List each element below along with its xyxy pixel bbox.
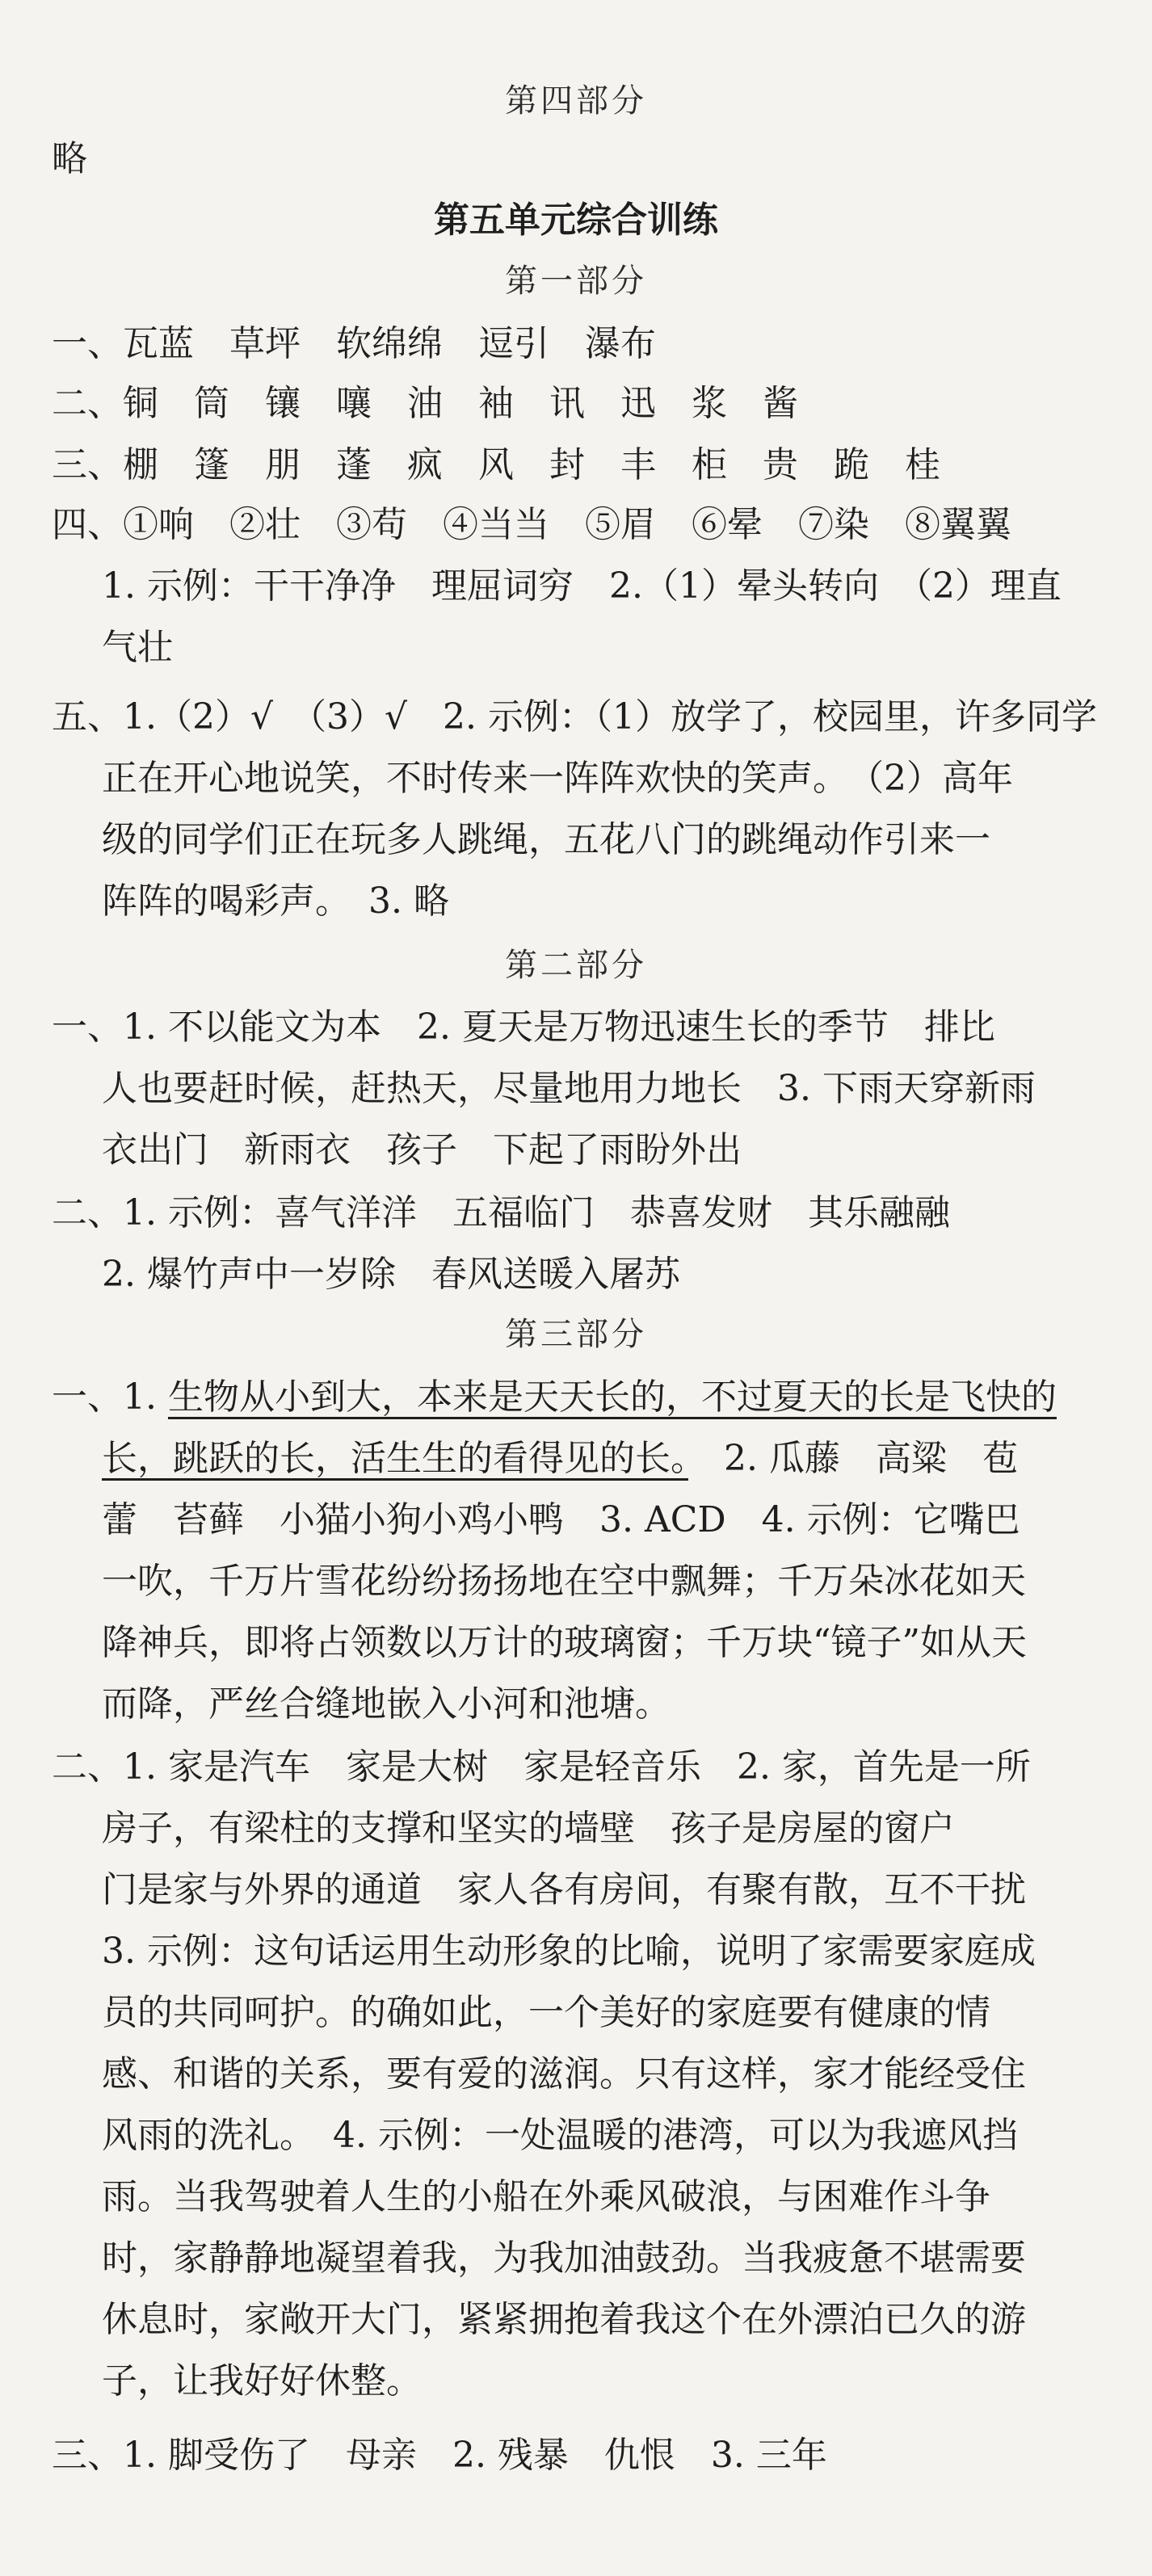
part4-answer: 略 — [52, 138, 87, 179]
p3-q1-line2-rest: 2. 瓜藤 高粱 苞 — [688, 1438, 1018, 1479]
p3-q2-line5: 员的共同呵护。的确如此，一个美好的家庭要有健康的情 — [102, 1992, 990, 2033]
p3-q2-line11: 子，让我好好休整。 — [102, 2360, 422, 2402]
p3-q1-prefix: 一、1. — [52, 1376, 168, 1418]
p3-q1-underlined-sentence-part1: 生物从小到大，本来是天天长的，不过夏天的长是飞快的 — [167, 1376, 1057, 1418]
p3-q3: 三、1. 脚受伤了 母亲 2. 残暴 仇恨 3. 三年 — [52, 2435, 827, 2476]
p1-q5-line2: 正在开心地说笑，不时传来一阵阵欢快的笑声。 （2）高年 — [102, 758, 1013, 799]
unit5-part1-heading: 第一部分 — [505, 263, 647, 300]
p3-q1-line5: 降神兵，即将占领数以万计的玻璃窗；千万块“镜子”如从天 — [102, 1622, 1027, 1663]
p1-q5-line1: 五、1.（2）√ （3）√ 2. 示例：（1）放学了，校园里，许多同学 — [52, 696, 1098, 738]
p1-q1: 一、瓦蓝 草坪 软绵绵 逗引 瀑布 — [52, 323, 656, 364]
p1-q4-line3: 气壮 — [102, 627, 173, 668]
p2-q1-line1: 一、1. 不以能文为本 2. 夏天是万物迅速生长的季节 排比 — [52, 1006, 995, 1048]
p1-q5-line4: 阵阵的喝彩声。 3. 略 — [102, 880, 449, 922]
p3-q2-line9: 时，家静静地凝望着我，为我加油鼓劲。当我疲惫不堪需要 — [102, 2238, 1026, 2279]
p3-q2-line7: 风雨的洗礼。 4. 示例：一处温暖的港湾，可以为我遮风挡 — [102, 2115, 1018, 2156]
p3-q2-line6: 感、和谐的关系，要有爱的滋润。只有这样，家才能经受住 — [102, 2053, 1026, 2095]
unit5-title: 第五单元综合训练 — [434, 200, 718, 241]
p2-q1-line2: 人也要赶时候，赶热天，尽量地用力地长 3. 下雨天穿新雨 — [102, 1068, 1036, 1109]
p1-q2: 二、铜 筒 镶 嚷 油 袖 讯 迅 浆 酱 — [52, 383, 798, 424]
p3-q2-line3: 门是家与外界的通道 家人各有房间，有聚有散，互不干扰 — [102, 1869, 1026, 1910]
p3-q1-line1 — [52, 1373, 1152, 1422]
part4-heading: 第四部分 — [505, 82, 647, 120]
p2-q2-line1: 二、1. 示例：喜气洋洋 五福临门 恭喜发财 其乐融融 — [52, 1192, 950, 1233]
p3-q1-line3: 蕾 苔藓 小猫小狗小鸡小鸭 3. ACD 4. 示例：它嘴巴 — [102, 1499, 1020, 1540]
unit5-part3-heading: 第三部分 — [505, 1316, 647, 1353]
p3-q2-line2: 房子，有梁柱的支撑和坚实的墙壁 孩子是房屋的窗户 — [102, 1808, 955, 1849]
p3-q1-line4: 一吹，千万片雪花纷纷扬扬地在空中飘舞；千万朵冰花如天 — [102, 1561, 1026, 1602]
p2-q1-line3: 衣出门 新雨衣 孩子 下起了雨盼外出 — [102, 1129, 742, 1170]
p2-q2-line2: 2. 爆竹声中一岁除 春风送暖入屠苏 — [102, 1254, 680, 1295]
p1-q4-line2: 1. 示例：干干净净 理屈词穷 2.（1）晕头转向 （2）理直 — [102, 565, 1062, 607]
p1-q5-line3: 级的同学们正在玩多人跳绳，五花八门的跳绳动作引来一 — [102, 819, 990, 860]
p1-q4: 四、①响 ②壮 ③苟 ④当当 ⑤眉 ⑥晕 ⑦染 ⑧翼翼 — [52, 504, 1011, 545]
p3-q1-underlined-sentence-part2: 长，跳跃的长，活生生的看得见的长。 — [102, 1438, 688, 1479]
p1-q3: 三、棚 篷 朋 蓬 疯 风 封 丰 柜 贵 跪 桂 — [52, 444, 940, 485]
p3-q2-line8: 雨。当我驾驶着人生的小船在外乘风破浪，与困难作斗争 — [102, 2176, 990, 2217]
unit5-part2-heading: 第二部分 — [505, 947, 647, 984]
p3-q2-line1: 二、1. 家是汽车 家是大树 家是轻音乐 2. 家，首先是一所 — [52, 1746, 1031, 1788]
p3-q2-line4: 3. 示例：这句话运用生动形象的比喻，说明了家需要家庭成 — [102, 1931, 1036, 1972]
p3-q1-line2 — [102, 1435, 1152, 1483]
p3-q2-line10: 休息时，家敞开大门，紧紧拥抱着我这个在外漂泊已久的游 — [102, 2299, 1026, 2340]
p3-q1-line6: 而降，严丝合缝地嵌入小河和池塘。 — [102, 1683, 671, 1725]
